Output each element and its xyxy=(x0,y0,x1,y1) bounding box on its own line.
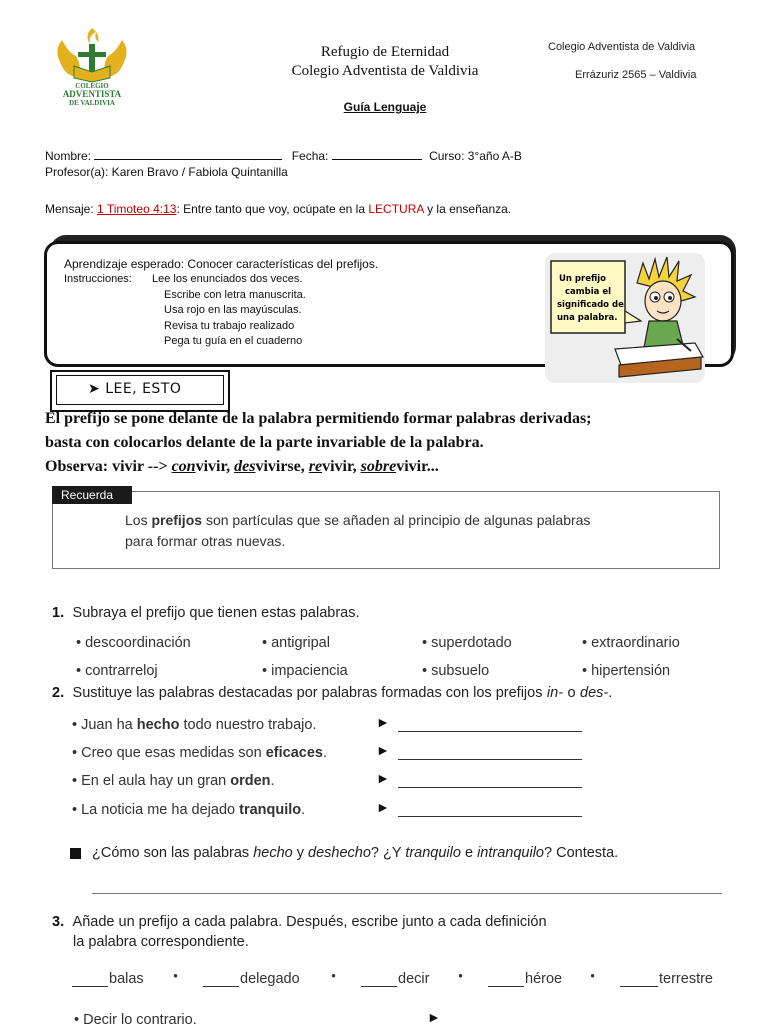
arrow-icon: ➤ xyxy=(88,381,101,397)
prefix-word: decir xyxy=(398,971,430,987)
bullet-icon: • xyxy=(458,969,464,985)
example-word: sobrevivir... xyxy=(360,458,439,475)
bubble-text: una palabra. xyxy=(557,313,618,323)
teacher-label: Profesor(a): Karen Bravo / Fabiola Quintanilla xyxy=(45,165,288,179)
answer-line[interactable] xyxy=(398,816,582,817)
intro-line-2: basta con colocarlos delante de la parte invariable de la palabra. xyxy=(45,434,484,451)
word-item[interactable]: • subsuelo xyxy=(422,663,490,679)
bullet-icon: • xyxy=(331,969,337,985)
answer-line[interactable] xyxy=(398,731,582,732)
instruction-step: Lee los enunciados dos veces. xyxy=(152,273,303,285)
logo-text-1: COLEGIO xyxy=(75,82,109,90)
intro-line-1: El prefijo se pone delante de la palabra permitiendo formar palabras derivadas; xyxy=(45,410,592,427)
example-word: convivir, xyxy=(171,458,231,475)
word-item[interactable]: • extraordinario xyxy=(582,635,680,651)
instructions-label: Instrucciones: xyxy=(64,273,132,285)
arrow-right-icon: ► xyxy=(427,1011,441,1026)
prefix-blank[interactable] xyxy=(620,986,658,987)
prefix-word: balas xyxy=(109,971,144,987)
sentence-item: • En el aula hay un gran orden. xyxy=(72,773,275,789)
word-item[interactable]: • contrarreloj xyxy=(76,663,158,679)
remember-box xyxy=(52,491,720,569)
header-address: Errázuriz 2565 – Valdivia xyxy=(575,69,697,81)
learning-goal: Aprendizaje esperado: Conocer características del prefijos. xyxy=(64,257,379,271)
word-item[interactable]: • antigripal xyxy=(262,635,330,651)
arrow-right-icon: ► xyxy=(376,801,390,816)
name-field[interactable] xyxy=(94,148,282,160)
bubble-text: significado de xyxy=(557,300,624,310)
prefix-blank[interactable] xyxy=(72,986,108,987)
header-title: Refugio de Eternidad xyxy=(320,44,450,60)
sentence-item: • La noticia me ha dejado tranquilo. xyxy=(72,802,306,818)
bullet-icon: • xyxy=(590,969,596,985)
word-item[interactable]: • hipertensión xyxy=(582,663,671,679)
header-school: Colegio Adventista de Valdivia xyxy=(291,63,479,79)
square-bullet-icon xyxy=(70,848,81,859)
guide-title: Guía Lenguaje xyxy=(343,100,427,114)
remember-label: Recuerda xyxy=(52,486,132,504)
student-writing-illustration xyxy=(545,253,705,383)
prefix-blank[interactable] xyxy=(488,986,524,987)
bubble-text: Un prefijo xyxy=(559,274,607,284)
question-2-extra: ¿Cómo son las palabras hecho y deshecho? ¿Y tranquilo e intranquilo? Contesta. xyxy=(92,845,619,861)
course-label: Curso: 3°año A-B xyxy=(429,149,522,163)
question-1: 1. Subraya el prefijo que tienen estas palabras. xyxy=(52,605,360,621)
name-label: Nombre: xyxy=(45,149,92,163)
prefix-blank[interactable] xyxy=(203,986,239,987)
sentence-item: • Creo que esas medidas son eficaces. xyxy=(72,745,327,761)
read-this-label: ➤ LEE, ESTO xyxy=(88,381,182,397)
prefix-blank[interactable] xyxy=(361,986,397,987)
message-highlight: LECTURA xyxy=(368,202,424,216)
bubble-text: cambia el xyxy=(565,287,612,297)
remember-text-2: para formar otras nuevas. xyxy=(125,533,286,549)
arrow-right-icon: ► xyxy=(376,772,390,787)
message-line: Mensaje: 1 Timoteo 4:13: Entre tanto que voy, ocúpate en la LECTURA y la enseñanza. xyxy=(45,202,512,216)
example-word: desvivirse, xyxy=(234,458,305,475)
instruction-step: Usa rojo en las mayúsculas. xyxy=(164,304,302,316)
definition-item: • Decir lo contrario. xyxy=(74,1012,197,1028)
instruction-step: Escribe con letra manuscrita. xyxy=(164,289,306,301)
date-label: Fecha: xyxy=(291,149,329,163)
question-3: 3. Añade un prefijo a cada palabra. Después, escribe junto a cada definición xyxy=(52,914,547,930)
word-item[interactable]: • descoordinación xyxy=(76,635,191,651)
instruction-step: Pega tu guía en el cuaderno xyxy=(164,335,303,347)
remember-text-1: Los prefijos son partículas que se añaden al principio de algunas palabras xyxy=(125,512,591,528)
school-logo xyxy=(52,22,132,108)
answer-line[interactable] xyxy=(398,787,582,788)
logo-text-2: ADVENTISTA xyxy=(62,89,122,99)
date-field[interactable] xyxy=(332,148,422,160)
student-fields xyxy=(45,148,522,163)
bible-reference: 1 Timoteo 4:13 xyxy=(97,202,177,216)
word-item[interactable]: • superdotado xyxy=(422,635,512,651)
sentence-item: • Juan ha hecho todo nuestro trabajo. xyxy=(72,717,317,733)
example-word: revivir, xyxy=(308,458,357,475)
question-2: 2. Sustituye las palabras destacadas por palabras formadas con los prefijos in- o des-. xyxy=(52,685,613,701)
prefix-word: delegado xyxy=(240,971,300,987)
answer-line[interactable] xyxy=(398,759,582,760)
arrow-right-icon: ► xyxy=(376,716,390,731)
prefix-word: héroe xyxy=(525,971,563,987)
bullet-icon: • xyxy=(173,969,179,985)
logo-text-3: DE VALDIVIA xyxy=(69,99,115,107)
observe-line: Observa: vivir --> convivir, desvivirse, revivir, sobrevivir... xyxy=(45,458,439,475)
word-item[interactable]: • impaciencia xyxy=(262,663,348,679)
answer-line[interactable] xyxy=(92,893,722,894)
prefix-word: terrestre xyxy=(659,971,713,987)
instruction-step: Revisa tu trabajo realizado xyxy=(164,320,295,332)
header-school-right: Colegio Adventista de Valdivia xyxy=(548,41,696,53)
question-3-line-2: la palabra correspondiente. xyxy=(73,934,249,950)
arrow-right-icon: ► xyxy=(376,744,390,759)
